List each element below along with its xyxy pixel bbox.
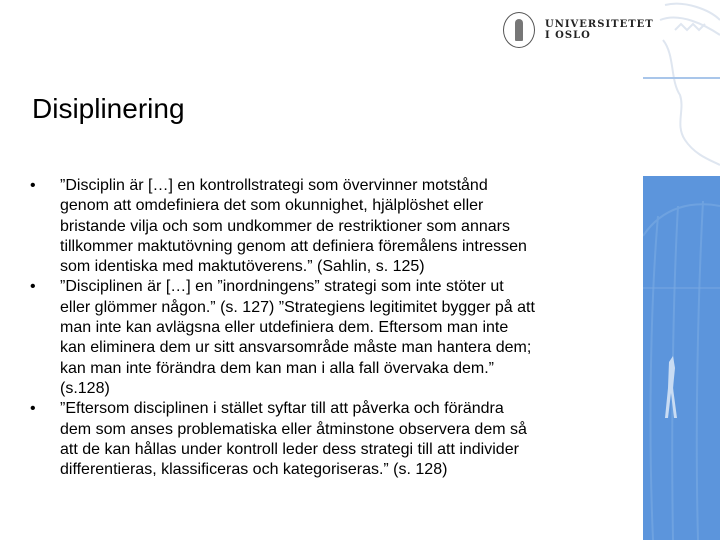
text-line: man inte kan avlägsna eller utdefiniera dem. Eftersom man inte [60, 319, 509, 337]
logo-line-1: UNIVERSITETET [545, 19, 654, 30]
logo-line-2: I OSLO [545, 30, 591, 41]
text-line: ”Disciplin är […] en kontrollstrategi som övervinner motstånd [60, 177, 488, 194]
list-item [30, 399, 535, 480]
slide-title: Disiplinering [32, 93, 185, 124]
text-line: kan man inte förändra dem kan man i alla fall övervaka dem.” [60, 359, 494, 377]
text-line: som identiska med maktutöverens.” (Sahlin, s. 125) [60, 258, 425, 276]
decorative-blue-panel [643, 176, 720, 540]
text-line: ”Eftersom disciplinen i stället syftar till att påverka och förändra [60, 400, 504, 418]
text-line: bristande vilja och som undkommer de restriktioner som annars [60, 217, 510, 235]
text-line: differentieras, klassificeras och kategoriseras.” (s. 128) [60, 461, 448, 479]
text-line: ”Disciplinen är […] en ”inordningens” strategi som inte stöter ut [60, 278, 504, 296]
list-item [30, 176, 535, 277]
bullet-icon: • [30, 400, 36, 418]
bullet-icon: • [30, 278, 36, 296]
text-line: att de kan hållas under kontroll leder dess strategi till att individer [60, 440, 519, 458]
university-seal-icon [503, 12, 535, 48]
text-line: tillkommer maktutövning genom att definiera föremålens intressen [60, 237, 527, 255]
bullet-icon: • [30, 177, 36, 194]
text-line: genom att omdefiniera det som okunnighet, hjälplöshet eller [60, 197, 484, 215]
text-line: (s.128) [60, 379, 110, 397]
text-line: dem som anses problematiska eller åtminstone observera dem så [60, 420, 527, 438]
decorative-line [643, 77, 720, 79]
university-logo [503, 12, 654, 48]
decorative-head-image [655, 0, 720, 176]
logo-text [545, 19, 654, 41]
text-line: kan eliminera dem ur sitt ansvarsområde måste man hantera dem; [60, 339, 532, 357]
text-line: eller glömmer någon.” (s. 127) ”Strategiens legitimitet bygger på att [60, 298, 535, 316]
list-item [30, 277, 535, 399]
bullet-list [30, 176, 535, 480]
